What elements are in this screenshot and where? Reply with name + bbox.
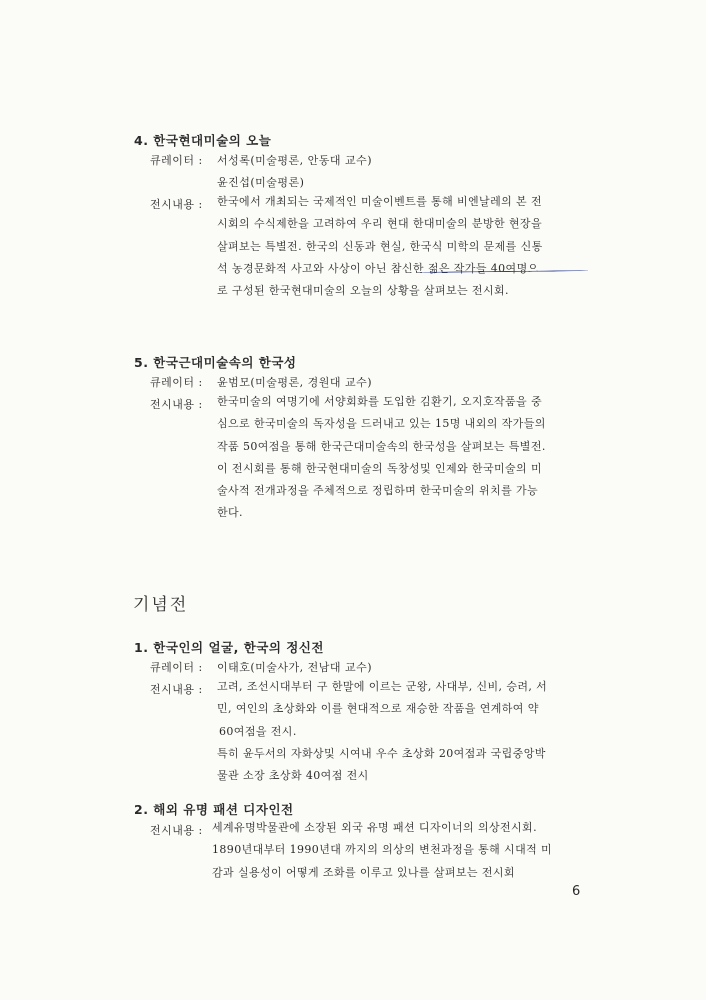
- section-4-content: [217, 191, 543, 302]
- item-2-content: [212, 817, 552, 884]
- page-number: 6: [572, 884, 581, 899]
- item-1-content-line: 민, 여인의 초상화와 이를 현대적으로 재승한 작품을 연계하여 약: [217, 702, 539, 716]
- section-5-content-line: 술사적 전개과정을 주체적으로 정립하며 한국미술의 위치를 가능: [217, 484, 539, 498]
- item-1-title: 1. 한국인의 얼굴, 한국의 정신전: [134, 640, 325, 655]
- item-1-content: [217, 676, 547, 787]
- section-5-content: [217, 391, 546, 525]
- item-1-content-line: 60여점을 전시.: [219, 724, 297, 738]
- section-5-content-label: 전시내용 :: [150, 398, 203, 411]
- section-4-content-line: 석 농경문화적 사고와 사상이 아닌 참신한 젊은 작가들 40여명으: [217, 261, 539, 275]
- item-1-content-line: 고려, 조선시대부터 구 한말에 이르는 군왕, 사대부, 신비, 승려, 서: [217, 680, 548, 693]
- section-4-curator-1: 서성록(미술평론, 안동대 교수): [217, 154, 373, 167]
- section-5-curator-label: 큐레이터 :: [150, 376, 203, 389]
- section-4-curator-label: 큐레이터 :: [150, 154, 203, 167]
- item-2-content-label: 전시내용 :: [150, 824, 203, 837]
- section-5-content-line: 작품 50여점을 통해 한국근대미술속의 한국성을 살펴보는 특별전.: [217, 439, 546, 453]
- section-4-content-line: 살펴보는 특별전. 한국의 신동과 현실, 한국식 미학의 문제를 신통: [217, 239, 543, 253]
- item-2-title: 2. 해외 유명 패션 디자인전: [134, 802, 294, 817]
- section-4-content-line: 로 구성된 한국현대미술의 오늘의 상황을 살펴보는 전시회.: [217, 284, 509, 298]
- item-1-curator-label: 큐레이터 :: [150, 661, 203, 674]
- item-1-content-line: 특히 윤두서의 자화상및 시여내 우수 초상화 20여점과 국립중앙박: [217, 746, 546, 760]
- section-4-content-label: 전시내용 :: [150, 198, 203, 211]
- section-5-content-line: 한국미술의 여명기에 서양회화를 도입한 김환기, 오지호작품을 중: [217, 395, 542, 408]
- item-2-content-line: 감과 실용성이 어떻게 조화를 이루고 있나를 살펴보는 전시회: [212, 865, 515, 879]
- item-1-content-line: 물관 소장 초상화 40여점 전시: [217, 769, 369, 783]
- section-5-content-line: 심으로 한국미술의 독자성을 드러내고 있는 15명 내외의 작가들의: [217, 417, 546, 431]
- item-2-content-line: 세계유명박물관에 소장된 외국 유명 패션 디자이너의 의상전시회.: [212, 821, 537, 834]
- section-5-content-line: 한다.: [217, 506, 243, 520]
- section-4-curator-2: 윤진섭(미술평론): [217, 176, 305, 189]
- section-5-curator-1: 윤범모(미술평론, 경원대 교수): [217, 376, 373, 389]
- item-1-content-label: 전시내용 :: [150, 683, 203, 696]
- section-4-title: 4. 한국현대미술의 오늘: [134, 133, 272, 148]
- section-5-content-line: 이 전시회를 통해 한국현대미술의 독창성및 인제와 한국미술의 미: [217, 461, 542, 475]
- section-4-content-line: 시회의 수식제한을 고려하여 우리 현대 한대미술의 분방한 현장을: [217, 217, 542, 231]
- section-5-title: 5. 한국근대미술속의 한국성: [134, 355, 297, 370]
- section-4-content-line: 한국에서 개최되는 국제적인 미술이벤트를 통해 비엔날레의 본 전: [217, 195, 542, 208]
- item-2-content-line: 1890년대부터 1990년대 까지의 의상의 변천과정을 통해 시대적 미: [212, 843, 553, 857]
- item-1-curator-1: 이태호(미술사가, 전남대 교수): [217, 661, 373, 674]
- commemorative-exhibition-heading: 기념전: [133, 595, 189, 615]
